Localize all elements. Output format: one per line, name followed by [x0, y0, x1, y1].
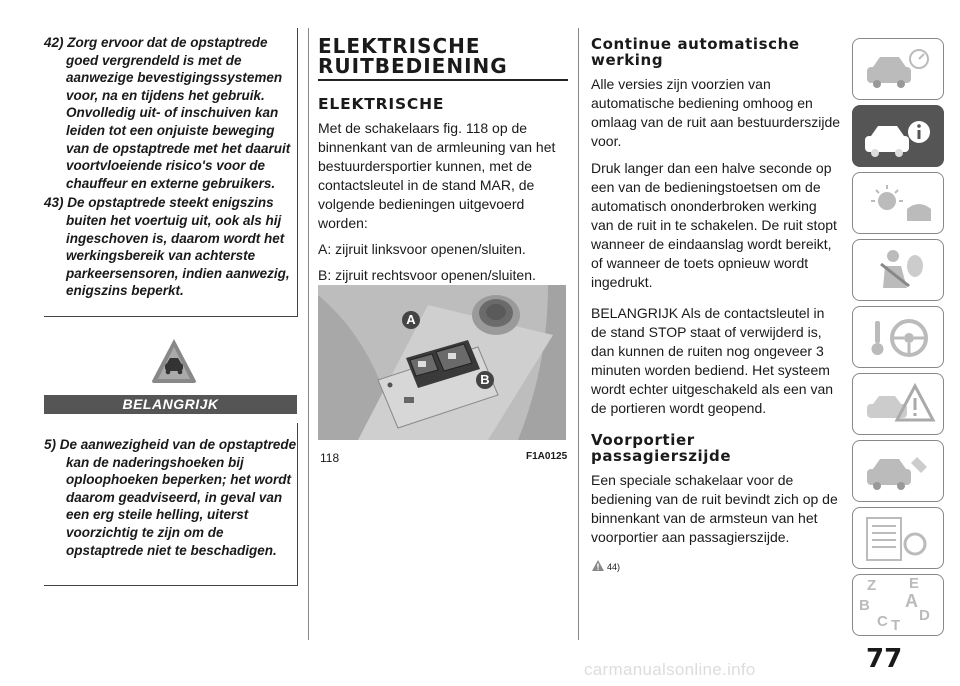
car-service-icon [853, 441, 945, 503]
warning-reference: 44) [591, 559, 841, 572]
tab-emergency[interactable] [852, 373, 944, 435]
callout-b: B [476, 371, 494, 389]
heading-automatic-line1: Continue automatische [591, 35, 800, 53]
paragraph-auto-1: Alle versies zijn voorzien van automatische bediening omhoog en omlaag van de ruit aan bestuurderszijde voor. [591, 76, 841, 149]
tab-safety[interactable] [852, 239, 944, 301]
paragraph-a: A: zijruit linksvoor openen/sluiten. [318, 241, 526, 257]
column-divider-2 [578, 28, 579, 640]
paragraph-intro: Met de schakelaars fig. 118 op de binnenkant van de armleuning van het bestuurdersportier kunnen, met de contactsleutel in de stand MAR, de volgende bedieningen uitgevoerd worden: [318, 120, 556, 231]
heading-passenger-line1: Voorportier [591, 431, 695, 449]
middle-column [318, 36, 568, 285]
lights-icon [853, 173, 945, 235]
note-42: 42) Zorg ervoor dat de opstaptrede goed vergrendeld is met de aanwezige bevestigingssystemen voor, na en tijdens het gebruik. Onvolledig uit- of inschuiven kan leiden tot een onjuiste beweging van de opstaptrede met het daaruit voortvloeiende risico's voor de chauffeur en externe gebruikers. [44, 35, 291, 191]
paragraph-auto-2: Druk langer dan een halve seconde op een van de bedieningstoetsen om de automatisch ononderbroken werking van de ruit in te schakelen. De ruit stopt wanneer de eindaanslag wordt bereikt, of wanneer de toets opnieuw wordt ingedrukt. [591, 160, 837, 290]
figure-number: 118 [320, 451, 340, 465]
technical-data-icon [853, 508, 945, 570]
section-title-line1: ELEKTRISCHE [318, 34, 481, 58]
note-5: 5) De aanwezigheid van de opstaptrede kan de naderingshoeken bij oploophoeken beperken; het wordt daarom geadviseerd, in geval van een erg steile helling, uiterst voorzichtig te zijn om de opstaptrede niet te beschadigen. [44, 437, 297, 558]
tab-lights[interactable] [852, 172, 944, 234]
car-info-icon [853, 106, 945, 168]
important-notes-box [44, 423, 298, 586]
important-header: BELANGRIJK [44, 395, 297, 414]
tab-service[interactable] [852, 440, 944, 502]
paragraph-b: B: zijruit rechtsvoor openen/sluiten. [318, 267, 536, 283]
watermark: carmanualsonline.info [584, 660, 756, 679]
warning-triangle-small-icon [591, 559, 605, 572]
tab-dashboard[interactable] [852, 38, 944, 100]
subsection-title: ELEKTRISCHE [318, 95, 445, 113]
heading-passenger-line2: passagierszijde [591, 447, 732, 465]
tab-index[interactable] [852, 574, 944, 636]
airbag-person-icon [853, 240, 945, 302]
paragraph-passenger: Een speciale schakelaar voor de bediening van de ruit bevindt zich op de binnenkant van de armsteun van het voorportier aan passagierszijde. [591, 472, 838, 545]
tab-technical-data[interactable] [852, 507, 944, 569]
right-column [591, 36, 841, 572]
heading-automatic-line2: werking [591, 51, 664, 69]
paragraph-important: BELANGRIJK Als de contactsleutel in de stand STOP staat of verwijderd is, dan kunnen de ruiten nog ongeveer 3 minuten worden bediend. Het systeem wordt echter uitgeschakeld als een van de portieren wordt geopend. [591, 305, 834, 416]
title-rule [318, 79, 568, 81]
page-number: 77 [866, 644, 903, 674]
warning-triangle-icon [853, 374, 945, 436]
section-title-line2: RUITBEDIENING [318, 54, 508, 78]
tab-starting[interactable] [852, 306, 944, 368]
column-divider-1 [308, 28, 309, 640]
figure-118 [318, 285, 566, 440]
alphabetical-index-icon: Z E B A C T D [859, 575, 930, 634]
warning-notes-box [44, 28, 298, 317]
figure-code: F1A0125 [526, 451, 568, 462]
window-switch-illustration [318, 285, 566, 440]
car-dashboard-icon [853, 39, 945, 101]
steering-wheel-icon [853, 307, 945, 369]
note-43: 43) De opstaptrede steekt enigszins buiten het voertuig uit, ook als hij ingeschoven is, daarom wordt het werkingsbereik van achterste parkeersensoren, indien aanwezig, enigszins beperkt. [44, 195, 290, 299]
warning-car-icon [148, 335, 200, 387]
tab-car-info[interactable] [852, 105, 944, 167]
callout-a: A [402, 311, 420, 329]
